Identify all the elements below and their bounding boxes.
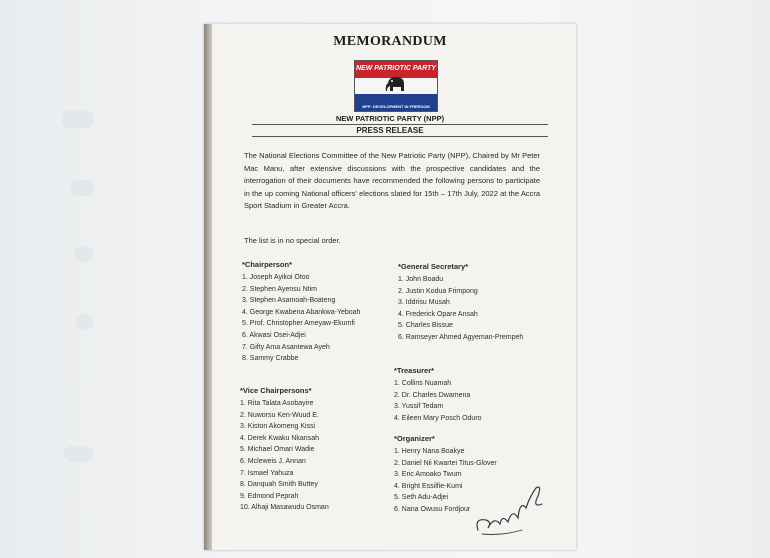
section-heading: *Chairperson*	[242, 260, 293, 269]
list-item: 4. Bright Essilfie-Kumi	[394, 482, 463, 490]
list-item: 4. Frederick Opare Ansah	[398, 310, 478, 318]
list-item: 3. Iddrisu Musah	[398, 299, 450, 307]
intro-paragraph: The National Elections Committee of the New Patriotic Party (NPP), Chaired by Mr Peter Mac Manu, after extensive discussions with the prospective candidates and the interrogation of their documents have recommended the following persons to participate in the up coming National officers' elections slated for 15th – 17th July, 2022 at the Accra Sport Stadium in Greater Accra.	[244, 151, 540, 210]
general-secretary-section	[398, 262, 523, 344]
list-item: 5. Seth Adu-Adjei	[394, 494, 449, 502]
list-item: 9. Edmond Peprah	[240, 492, 299, 500]
memo-title: MEMORANDUM	[333, 34, 447, 49]
organisation-name: NEW PATRIOTIC PARTY (NPP)	[335, 114, 445, 123]
list-item: 7. Gifty Ama Asantewa Ayeh	[242, 343, 330, 351]
list-item: 4. Derek Kwaku Nkansah	[240, 434, 319, 442]
section-heading: *Vice Chairpersons*	[240, 386, 312, 395]
list-item: 1. John Boadu	[398, 276, 444, 283]
memorandum-document	[204, 24, 576, 550]
list-item: 1. Joseph Ayikoi Otoo	[242, 274, 310, 281]
list-item: 2. Stephen Ayensu Ntim	[242, 285, 317, 293]
list-item: 3. Stephen Asamoah-Boateng	[242, 297, 336, 305]
handwritten-signature	[472, 478, 546, 538]
list-item: 10. Alhaji Masawudu Osman	[240, 504, 329, 512]
list-item: 6. Akwasi Osei-Adjei	[242, 331, 306, 339]
list-item: 7. Ismael Yahuza	[240, 469, 294, 477]
chairperson-section	[242, 260, 360, 365]
list-item: 5. Michael Omari Wadie	[240, 446, 315, 454]
treasurer-section	[394, 366, 482, 424]
background-ghost	[76, 314, 94, 330]
logo-motto: NPP: DEVELOPMENT IN FREEDOM	[362, 104, 430, 109]
list-item: 8. Danquah Smith Buttey	[240, 481, 318, 489]
list-item: 2. Daniel Nii Kwartei Titus-Glover	[394, 459, 497, 467]
list-item: 5. Prof. Christopher Ameyaw-Ekumfi	[242, 320, 355, 328]
logo-party-name: NEW PATRIOTIC PARTY	[356, 65, 436, 72]
list-item: 1. Henry Nana Boakye	[394, 448, 465, 455]
list-item: 4. Eileen Mary Posch Oduro	[394, 414, 482, 422]
list-item: 2. Nuworsu Ken-Wuud E.	[240, 411, 319, 419]
list-item: 3. Eric Amoako Twum	[394, 471, 462, 479]
list-item: 3. Kiston Akomeng Kissi	[240, 423, 316, 431]
list-item: 6. Ramseyer Ahmed Agyeman-Prempeh	[398, 333, 524, 341]
section-heading: *Organizer*	[394, 434, 435, 443]
section-heading: *Treasurer*	[394, 366, 435, 375]
background-ghost	[70, 180, 94, 196]
press-release-heading: PRESS RELEASE	[356, 126, 424, 135]
list-item: 6. Mcleweis J. Annan	[240, 457, 306, 465]
elephant-icon	[385, 75, 407, 95]
list-item: 8. Sammy Crabbe	[242, 355, 299, 363]
list-item: 1. Collins Nuamah	[394, 380, 452, 387]
paper-edge-shadow	[204, 24, 212, 550]
list-item: 3. Yussif Tedam	[394, 403, 444, 411]
list-item: 1. Rita Talata Asobayire	[240, 400, 314, 407]
divider	[252, 124, 548, 125]
list-item: 5. Charles Bissue	[398, 322, 453, 330]
background-ghost	[64, 446, 94, 462]
order-note: The list is in no special order.	[244, 236, 341, 245]
divider	[252, 136, 548, 137]
background-ghost	[62, 110, 94, 128]
background-ghost	[74, 246, 94, 262]
section-heading: *General Secretary*	[398, 262, 469, 271]
list-item: 4. George Kwabena Abankwa-Yeboah	[242, 308, 361, 316]
list-item: 2. Justin Kodua Frimpong	[398, 287, 478, 295]
list-item: 2. Dr. Charles Dwamena	[394, 391, 471, 399]
list-item: 6. Nana Owusu Fordjour	[394, 505, 471, 513]
party-logo	[354, 60, 438, 112]
vice-chairpersons-section	[240, 386, 329, 514]
